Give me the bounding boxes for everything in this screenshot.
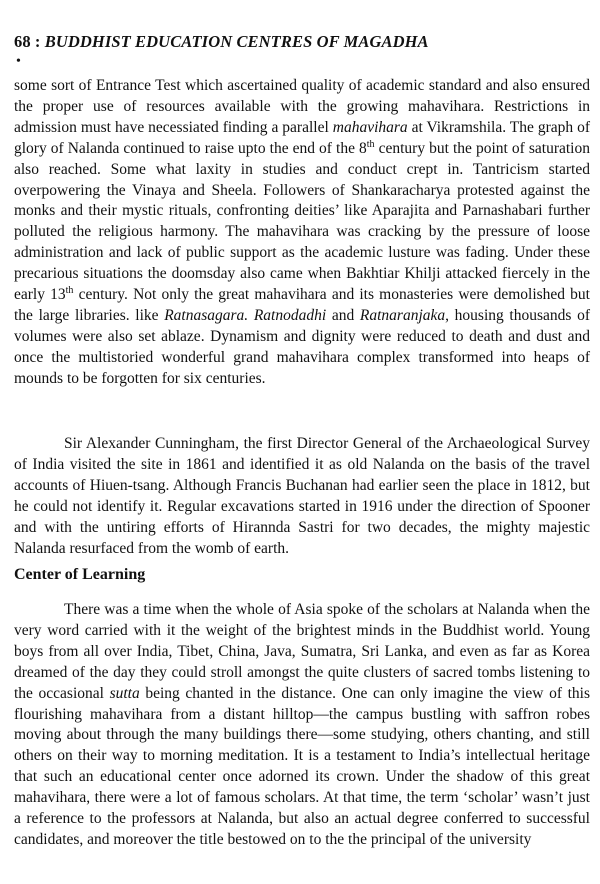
p3-text-a: There was a time when the whole of Asia spoke of the scholars at Nalanda when the very word carried with it the weight of the brightest minds in the Buddhist world. Young boys from all over India, Tibet, China, Java, Sumatra, Sri Lanka, and even as far as Korea dreamed of the day they could stroll amongst the quite clusters of sacred tombs listening to the occasional: [14, 601, 590, 702]
paragraph-2: Sir Alexander Cunningham, the first Director General of the Archaeological Survey of India visited the site in 1861 and identified it as old Nalanda on the basis of the travel accounts of Hiuen-tsang. Although Francis Buchanan had earlier seen the place in 1812, but he could not identify it. Regular excavations started in 1916 under the direction of Spooner and with the untiring efforts of Hirannda Sastri for two decades, the mighty majestic Nalanda resurfaced from the womb of earth.: [14, 435, 590, 557]
p1-sup-th-1: th: [366, 138, 375, 150]
p1-text-c: century but the point of saturation also reached. Some what laxity in studies and conduct crept in. Tantricism started overpowering the Vinaya and Sheela. Followers of Shankaracharya protested against the monks and their mystic rituals, confronting deities’ like Aparajita and Parnashabari further polluted the religious harmony. The mahavihara was cracking by the pressure of loose administration and lack of public support as the academic lusture was fading. Under these precarious situations the doomsday also came when Bakhtiar Khilji attacked fiercely in the early 13: [14, 139, 590, 304]
stray-bullet-mark: •: [16, 54, 21, 69]
section-heading: Center of Learning: [14, 566, 146, 583]
p1-text-d: century. Not only the great mahavihara and its monasteries were demolished but the large libraries. like: [14, 286, 590, 324]
p1-italic-mahavihara: mahavihara: [332, 118, 408, 136]
p1-italic-libraries: Ratnasagara. Ratnodadhi: [164, 306, 327, 324]
paragraph-3: [14, 600, 590, 872]
p3-italic-sutta: sutta: [109, 684, 140, 702]
running-header: [14, 32, 429, 52]
p1-text-f: , housing thousands of volumes were also set ablaze. Dynamism and dignity were reduced to death and dust and once the multistoried wonderful grand mahavihara complex transformed into heaps of mounds to be forgotten for six centuries.: [14, 306, 591, 387]
p1-text-e: and: [326, 306, 360, 324]
running-title: BUDDHIST EDUCATION CENTRES OF MAGADHA: [44, 32, 429, 51]
p1-text-b: at Vikramshila. The graph of glory of Nalanda continued to raise upto the end of the 8: [14, 118, 591, 157]
p1-italic-ratnaranjaka: Ratnaranjaka: [359, 306, 446, 324]
p1-text-a: some sort of Entrance Test which ascertained quality of academic standard and also ensured the proper use of resources available with the growing mahavihara. Restrictions in admission must have necessiated finding a parallel: [14, 77, 590, 136]
p1-sup-th-2: th: [65, 284, 74, 296]
p3-text-b: being chanted in the distance. One can only imagine the view of this flourishing mahavihara from a distant hilltop—the campus bustling with saffron robes moving about through the many buildings there—some studying, others chanting, and still others on their way to morning meditation. It is a testament to India’s intellectual heritage that such an educational center once adorned its crown. Under the shadow of this great mahavihara, there were a lot of famous scholars. At that time, the term ‘scholar’ wasn’t just a reference to the professors at Nalanda, but also an actual degree conferred to successful candidates, and moreover the title bestowed on to the the principal of the university: [14, 684, 590, 848]
paragraph-1: [14, 76, 590, 390]
page-number: 68 :: [14, 32, 41, 51]
